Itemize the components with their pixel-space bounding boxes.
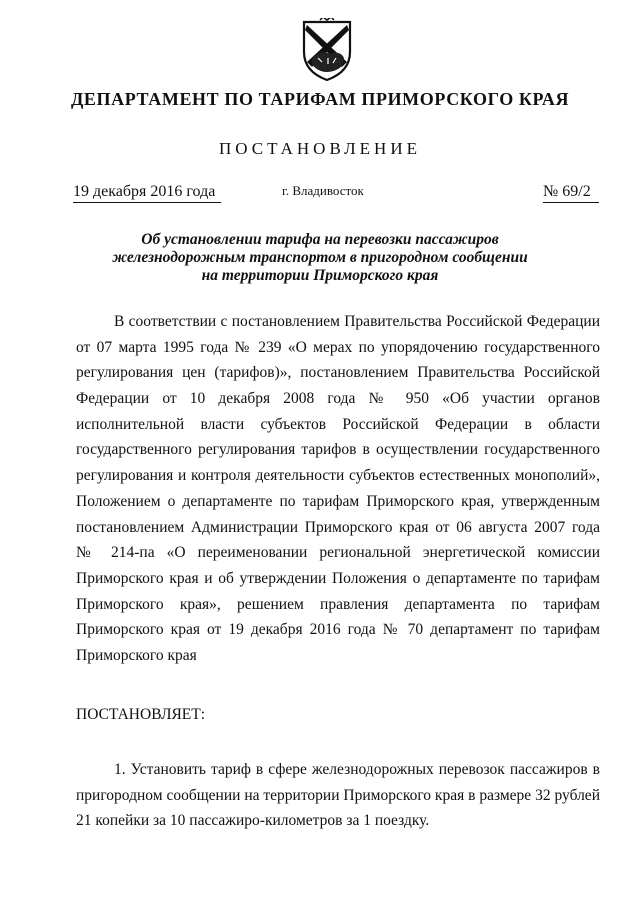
paragraph-line: В соответствии с постановлением Правительства Российской Федерации bbox=[114, 313, 600, 330]
subject-line: на территории Приморского края bbox=[201, 267, 439, 284]
document-subject bbox=[0, 231, 640, 285]
paragraph-line: государственного регулирования тарифов в осуществлении государственного bbox=[76, 441, 600, 459]
paragraph-line: Приморского края от 19 декабря 2016 года № 70 департамент по тарифам bbox=[76, 621, 600, 639]
paragraph-line: 1. Установить тариф в сфере железнодорожных перевозок пассажиров в bbox=[114, 761, 600, 778]
paragraph-line: Федерации от 10 декабря 2008 года № 950 «Об участии органов bbox=[76, 390, 600, 408]
department-title: ДЕПАРТАМЕНТ ПО ТАРИФАМ ПРИМОРСКОГО КРАЯ bbox=[70, 89, 570, 109]
paragraph-line: Приморского края bbox=[76, 646, 197, 664]
paragraph-line: 21 копейки за 10 пассажиро-километров за 1 поездку. bbox=[76, 812, 430, 829]
subject-line: железнодорожным транспортом в пригородном сообщении bbox=[112, 249, 528, 266]
paragraph-line: № 214-па «О переименовании региональной энергетической комиссии bbox=[76, 544, 600, 562]
preamble-paragraph bbox=[76, 309, 600, 669]
document-city: г. Владивосток bbox=[282, 183, 364, 198]
primorsky-krai-coat-of-arms-icon bbox=[298, 18, 356, 82]
resolution-label: ПОСТАНОВЛЯЕТ: bbox=[76, 706, 206, 723]
document-date: 19 декабря 2016 года bbox=[73, 183, 221, 203]
paragraph-line: Приморского края и об утверждении Положения о департаменте по тарифам bbox=[76, 569, 600, 587]
paragraph-line: Приморского края», решением правления департамента по тарифам bbox=[76, 595, 600, 613]
paragraph-line: постановлением Администрации Приморского края от 06 августа 2007 года bbox=[76, 518, 600, 536]
paragraph-line: Положением о департаменте по тарифам Приморского края, утвержденным bbox=[76, 492, 600, 510]
subject-line: Об установлении тарифа на перевозки пассажиров bbox=[141, 231, 499, 248]
resolution-item-1 bbox=[76, 757, 600, 834]
paragraph-line: пригородном сообщении на территории Приморского края в размере 32 рублей bbox=[76, 786, 600, 804]
paragraph-line: регулирования цен (тарифов)», постановлением Правительства Российской bbox=[76, 364, 600, 382]
document-number: № 69/2 bbox=[543, 183, 599, 203]
paragraph-line: от 07 марта 1995 года № 239 «О мерах по упорядочению государственного bbox=[76, 338, 600, 356]
paragraph-line: исполнительной власти субъектов Российской Федерации в области bbox=[76, 415, 600, 433]
paragraph-line: регулирования и контроля деятельности субъектов естественных монополий», bbox=[76, 467, 600, 485]
document-type-heading: ПОСТАНОВЛЕНИЕ bbox=[218, 139, 421, 158]
